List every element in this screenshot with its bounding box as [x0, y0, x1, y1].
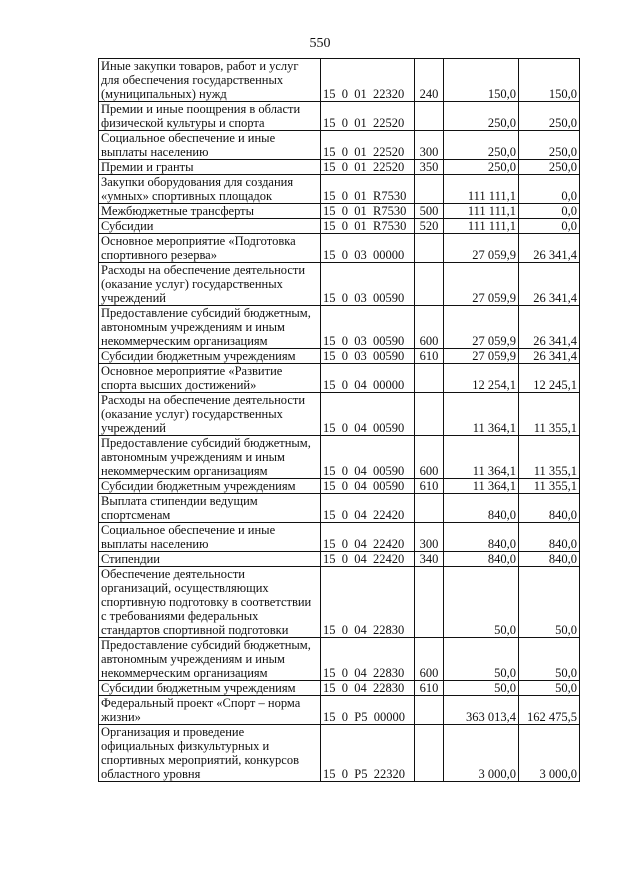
- expense-name-cell: [99, 393, 321, 436]
- amount-year2-cell: 250,0: [519, 102, 580, 131]
- target-code-cell: 15 0 04 00590: [321, 479, 415, 494]
- expense-type-cell: 600: [415, 436, 444, 479]
- expense-type-cell: 600: [415, 306, 444, 349]
- expense-type-cell: [415, 393, 444, 436]
- amount-year1-cell: 840,0: [444, 523, 519, 552]
- target-code-cell: 15 0 P5 22320: [321, 725, 415, 782]
- amount-year1-cell: 50,0: [444, 567, 519, 638]
- amount-year1-cell: 111 111,1: [444, 204, 519, 219]
- amount-year2-cell: 840,0: [519, 494, 580, 523]
- expense-name-cell: [99, 364, 321, 393]
- table-row: [99, 638, 580, 681]
- expense-name-cell: [99, 552, 321, 567]
- expense-name-cell: [99, 59, 321, 102]
- amount-year2-cell: 50,0: [519, 638, 580, 681]
- expense-name-line: учреждений: [101, 421, 166, 435]
- expense-name-line: Предоставление субсидий бюджетным,: [101, 436, 311, 450]
- table-row: [99, 393, 580, 436]
- expense-name-line: с требованиями федеральных: [101, 609, 259, 623]
- expense-name-line: стандартов спортивной подготовки: [101, 623, 289, 637]
- expense-name-line: Основное мероприятие «Развитие: [101, 364, 283, 378]
- expense-name-line: учреждений: [101, 291, 166, 305]
- expense-type-cell: [415, 494, 444, 523]
- table-row: [99, 494, 580, 523]
- amount-year2-cell: 26 341,4: [519, 234, 580, 263]
- expense-name-cell: [99, 263, 321, 306]
- expense-name-line: жизни»: [101, 710, 141, 724]
- amount-year1-cell: 50,0: [444, 681, 519, 696]
- expense-name-cell: [99, 306, 321, 349]
- expense-type-cell: 300: [415, 523, 444, 552]
- amount-year1-cell: 12 254,1: [444, 364, 519, 393]
- expense-name-line: Предоставление субсидий бюджетным,: [101, 306, 311, 320]
- amount-year2-cell: 0,0: [519, 219, 580, 234]
- expense-name-cell: [99, 494, 321, 523]
- amount-year1-cell: 363 013,4: [444, 696, 519, 725]
- target-code-cell: 15 0 01 R7530: [321, 175, 415, 204]
- expense-name-line: Выплата стипендии ведущим: [101, 494, 258, 508]
- amount-year2-cell: 3 000,0: [519, 725, 580, 782]
- amount-year2-cell: 840,0: [519, 523, 580, 552]
- table-row: [99, 696, 580, 725]
- table-row: [99, 364, 580, 393]
- amount-year1-cell: 27 059,9: [444, 349, 519, 364]
- expense-name-line: Иные закупки товаров, работ и услуг: [101, 59, 299, 73]
- target-code-cell: 15 0 04 22830: [321, 638, 415, 681]
- table-row: [99, 349, 580, 364]
- amount-year2-cell: 150,0: [519, 59, 580, 102]
- amount-year1-cell: 27 059,9: [444, 263, 519, 306]
- table-row: [99, 219, 580, 234]
- expense-name-cell: [99, 681, 321, 696]
- expense-name-line: спортивных мероприятий, конкурсов: [101, 753, 299, 767]
- expense-type-cell: 340: [415, 552, 444, 567]
- amount-year2-cell: 250,0: [519, 131, 580, 160]
- amount-year1-cell: 250,0: [444, 102, 519, 131]
- expense-type-cell: 610: [415, 479, 444, 494]
- amount-year1-cell: 111 111,1: [444, 219, 519, 234]
- target-code-cell: 15 0 01 R7530: [321, 204, 415, 219]
- target-code-cell: 15 0 04 00590: [321, 393, 415, 436]
- expense-name-cell: [99, 131, 321, 160]
- target-code-cell: 15 0 04 22830: [321, 567, 415, 638]
- expense-name-line: Субсидии бюджетным учреждениям: [101, 681, 296, 695]
- expense-name-line: (муниципальных) нужд: [101, 87, 227, 101]
- table-row: [99, 59, 580, 102]
- target-code-cell: 15 0 04 00000: [321, 364, 415, 393]
- expense-type-cell: [415, 696, 444, 725]
- expense-name-line: Субсидии бюджетным учреждениям: [101, 349, 296, 363]
- amount-year2-cell: 0,0: [519, 175, 580, 204]
- amount-year2-cell: 840,0: [519, 552, 580, 567]
- expense-name-line: Закупки оборудования для создания: [101, 175, 294, 189]
- table-row: [99, 681, 580, 696]
- expense-type-cell: [415, 175, 444, 204]
- table-row: [99, 567, 580, 638]
- expense-name-line: Субсидии: [101, 219, 154, 233]
- amount-year2-cell: 11 355,1: [519, 479, 580, 494]
- table-row: [99, 175, 580, 204]
- expense-name-cell: [99, 725, 321, 782]
- expense-name-line: «умных» спортивных площадок: [101, 189, 273, 203]
- amount-year2-cell: 11 355,1: [519, 393, 580, 436]
- expense-name-cell: [99, 160, 321, 175]
- expense-type-cell: 240: [415, 59, 444, 102]
- expense-name-line: Организация и проведение: [101, 725, 245, 739]
- amount-year1-cell: 27 059,9: [444, 306, 519, 349]
- expense-type-cell: 600: [415, 638, 444, 681]
- expense-type-cell: 610: [415, 681, 444, 696]
- target-code-cell: 15 0 03 00590: [321, 263, 415, 306]
- amount-year2-cell: 250,0: [519, 160, 580, 175]
- amount-year1-cell: 150,0: [444, 59, 519, 102]
- expense-name-cell: [99, 479, 321, 494]
- table-row: [99, 523, 580, 552]
- expense-name-line: областного уровня: [101, 767, 201, 781]
- amount-year1-cell: 3 000,0: [444, 725, 519, 782]
- target-code-cell: 15 0 01 R7530: [321, 219, 415, 234]
- expense-name-cell: [99, 219, 321, 234]
- amount-year1-cell: 250,0: [444, 160, 519, 175]
- amount-year2-cell: 50,0: [519, 681, 580, 696]
- expense-name-line: выплаты населению: [101, 537, 209, 551]
- expense-type-cell: [415, 102, 444, 131]
- expense-type-cell: 500: [415, 204, 444, 219]
- amount-year2-cell: 26 341,4: [519, 263, 580, 306]
- expense-name-cell: [99, 638, 321, 681]
- expense-name-line: (оказание услуг) государственных: [101, 277, 283, 291]
- target-code-cell: 15 0 P5 00000: [321, 696, 415, 725]
- expense-type-cell: [415, 263, 444, 306]
- expense-name-cell: [99, 175, 321, 204]
- expense-type-cell: 350: [415, 160, 444, 175]
- amount-year1-cell: 11 364,1: [444, 479, 519, 494]
- expense-name-line: спортсменам: [101, 508, 171, 522]
- target-code-cell: 15 0 04 22420: [321, 523, 415, 552]
- table-row: [99, 160, 580, 175]
- expense-type-cell: [415, 234, 444, 263]
- expense-name-line: автономным учреждениям и иным: [101, 450, 285, 464]
- target-code-cell: 15 0 04 22830: [321, 681, 415, 696]
- expense-name-line: спортивного резерва»: [101, 248, 217, 262]
- expense-name-line: Обеспечение деятельности: [101, 567, 246, 581]
- table-row: [99, 102, 580, 131]
- table-row: [99, 131, 580, 160]
- expense-name-line: Социальное обеспечение и иные: [101, 523, 276, 537]
- expense-name-line: автономным учреждениям и иным: [101, 652, 285, 666]
- target-code-cell: 15 0 01 22520: [321, 160, 415, 175]
- target-code-cell: 15 0 03 00590: [321, 349, 415, 364]
- table-row: [99, 263, 580, 306]
- expense-name-line: Основное мероприятие «Подготовка: [101, 234, 296, 248]
- expense-name-line: некоммерческим организациям: [101, 334, 268, 348]
- page-number: 550: [309, 36, 331, 51]
- amount-year2-cell: 0,0: [519, 204, 580, 219]
- amount-year2-cell: 162 475,5: [519, 696, 580, 725]
- budget-table: [98, 58, 580, 782]
- expense-name-cell: [99, 696, 321, 725]
- expense-name-line: Субсидии бюджетным учреждениям: [101, 479, 296, 493]
- expense-name-line: Предоставление субсидий бюджетным,: [101, 638, 311, 652]
- expense-type-cell: 300: [415, 131, 444, 160]
- expense-name-cell: [99, 436, 321, 479]
- amount-year1-cell: 250,0: [444, 131, 519, 160]
- expense-name-cell: [99, 204, 321, 219]
- expense-name-cell: [99, 523, 321, 552]
- table-row: [99, 204, 580, 219]
- amount-year1-cell: 11 364,1: [444, 436, 519, 479]
- expense-name-line: Социальное обеспечение и иные: [101, 131, 276, 145]
- target-code-cell: 15 0 04 22420: [321, 494, 415, 523]
- expense-name-line: для обеспечения государственных: [101, 73, 284, 87]
- expense-name-line: автономным учреждениям и иным: [101, 320, 285, 334]
- target-code-cell: 15 0 01 22520: [321, 102, 415, 131]
- table-row: [99, 234, 580, 263]
- expense-name-cell: [99, 567, 321, 638]
- expense-name-line: Расходы на обеспечение деятельности: [101, 263, 306, 277]
- expense-name-line: Премии и иные поощрения в области: [101, 102, 301, 116]
- expense-type-cell: [415, 567, 444, 638]
- expense-name-line: спорта высших достижений»: [101, 378, 257, 392]
- expense-name-line: физической культуры и спорта: [101, 116, 265, 130]
- expense-name-line: Федеральный проект «Спорт – норма: [101, 696, 301, 710]
- expense-name-line: официальных физкультурных и: [101, 739, 270, 753]
- table-row: [99, 479, 580, 494]
- expense-type-cell: 520: [415, 219, 444, 234]
- target-code-cell: 15 0 04 00590: [321, 436, 415, 479]
- expense-name-line: спортивную подготовку в соответствии: [101, 595, 312, 609]
- expense-name-line: (оказание услуг) государственных: [101, 407, 283, 421]
- amount-year1-cell: 27 059,9: [444, 234, 519, 263]
- amount-year1-cell: 840,0: [444, 494, 519, 523]
- table-row: [99, 725, 580, 782]
- expense-name-line: Расходы на обеспечение деятельности: [101, 393, 306, 407]
- expense-name-line: Межбюджетные трансферты: [101, 204, 255, 218]
- target-code-cell: 15 0 01 22320: [321, 59, 415, 102]
- amount-year1-cell: 50,0: [444, 638, 519, 681]
- amount-year1-cell: 111 111,1: [444, 175, 519, 204]
- table-row: [99, 552, 580, 567]
- expense-name-cell: [99, 349, 321, 364]
- amount-year2-cell: 26 341,4: [519, 349, 580, 364]
- expense-name-line: некоммерческим организациям: [101, 464, 268, 478]
- expense-name-line: организаций, осуществляющих: [101, 581, 269, 595]
- expense-name-line: Премии и гранты: [101, 160, 194, 174]
- amount-year1-cell: 11 364,1: [444, 393, 519, 436]
- target-code-cell: 15 0 03 00000: [321, 234, 415, 263]
- expense-type-cell: [415, 725, 444, 782]
- expense-type-cell: 610: [415, 349, 444, 364]
- table-row: [99, 436, 580, 479]
- amount-year2-cell: 11 355,1: [519, 436, 580, 479]
- expense-name-line: некоммерческим организациям: [101, 666, 268, 680]
- target-code-cell: 15 0 03 00590: [321, 306, 415, 349]
- table-row: [99, 306, 580, 349]
- amount-year1-cell: 840,0: [444, 552, 519, 567]
- target-code-cell: 15 0 01 22520: [321, 131, 415, 160]
- expense-type-cell: [415, 364, 444, 393]
- target-code-cell: 15 0 04 22420: [321, 552, 415, 567]
- expense-name-cell: [99, 102, 321, 131]
- budget-table-body: [99, 59, 580, 782]
- expense-name-line: Стипендии: [101, 552, 160, 566]
- amount-year2-cell: 26 341,4: [519, 306, 580, 349]
- expense-name-line: выплаты населению: [101, 145, 209, 159]
- expense-name-cell: [99, 234, 321, 263]
- amount-year2-cell: 50,0: [519, 567, 580, 638]
- amount-year2-cell: 12 245,1: [519, 364, 580, 393]
